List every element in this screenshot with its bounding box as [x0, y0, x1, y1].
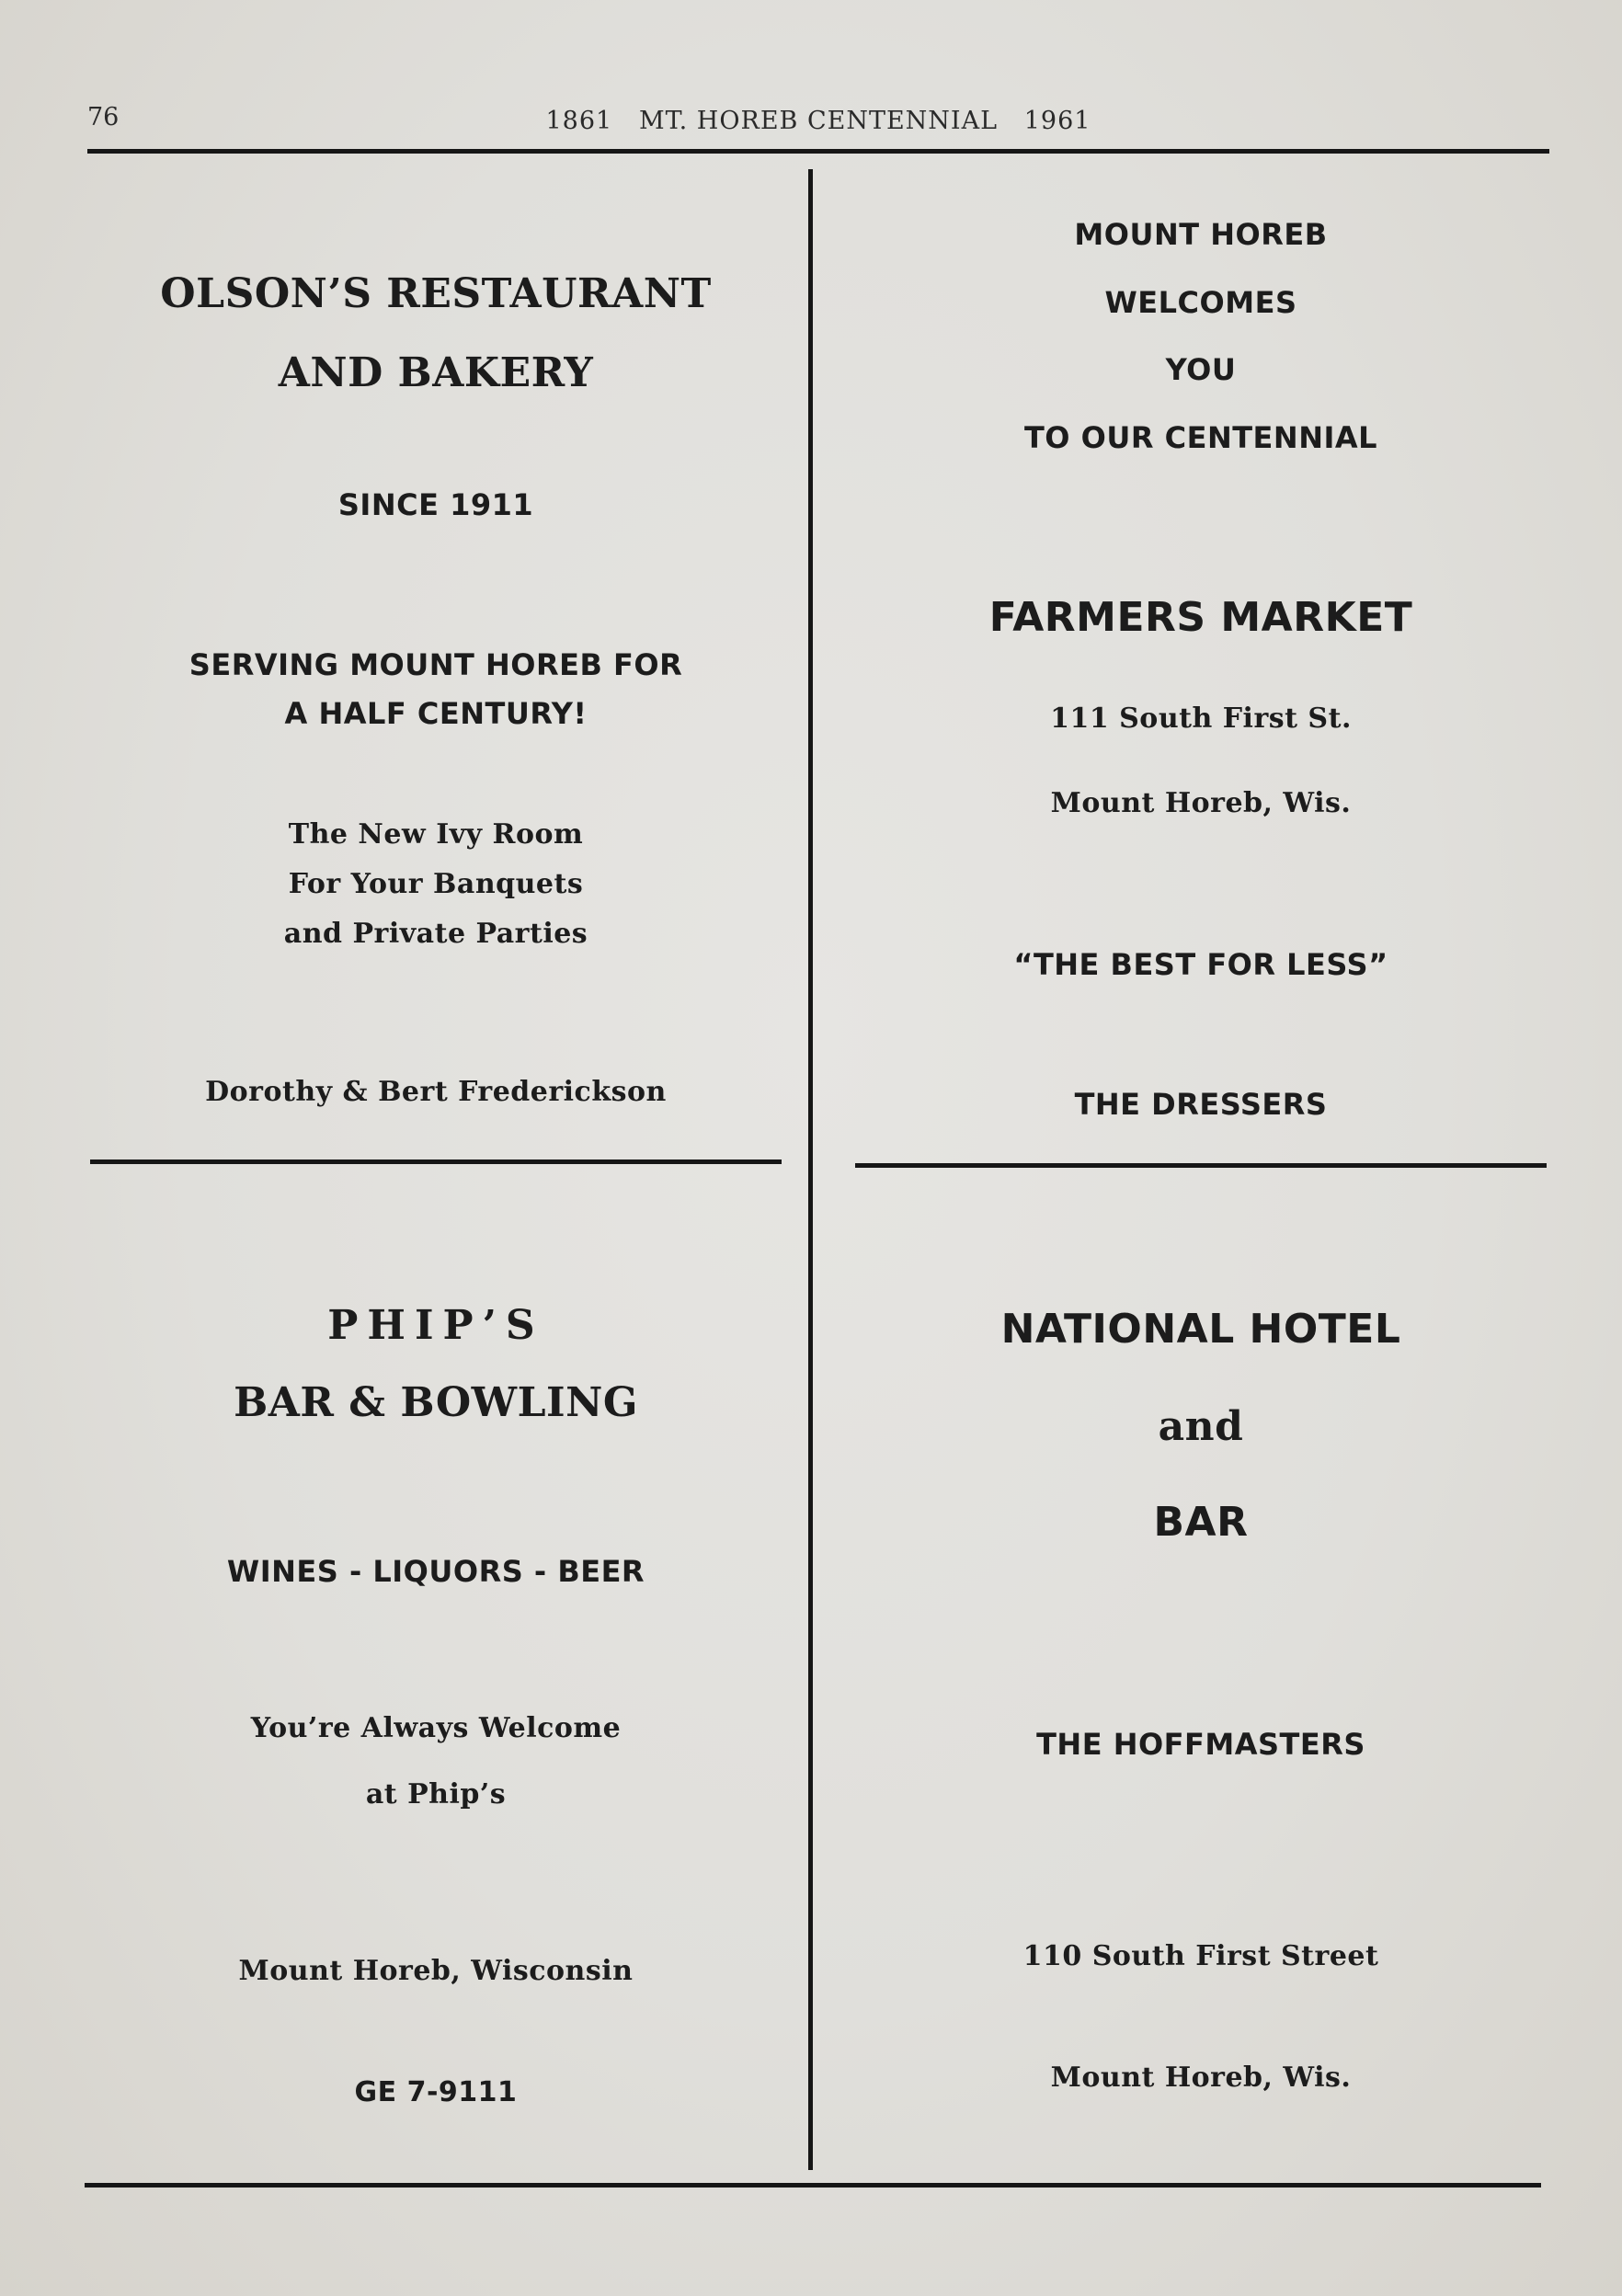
phips-name-line1: PHIP’S: [327, 1302, 544, 1349]
olsons-name-line1: OLSON’S RESTAURANT: [160, 270, 712, 317]
national-hotel-name-line3: BAR: [1153, 1499, 1249, 1546]
farmers-market-address: 111 South First St.: [1050, 703, 1352, 735]
olsons-name-line2: AND BAKERY: [278, 349, 594, 396]
phips-welcome2: at Phip’s: [365, 1778, 507, 1811]
welcome-line1: MOUNT HOREB: [1074, 217, 1328, 252]
center-divider: [808, 169, 813, 2170]
olsons-room1: The New Ivy Room: [288, 818, 584, 851]
olsons-ad: [90, 169, 782, 1153]
olsons-tagline1: SERVING MOUNT HOREB FOR: [188, 647, 683, 682]
national-hotel-name-line2: and: [1158, 1403, 1244, 1450]
national-hotel-owners: THE HOFFMASTERS: [1036, 1727, 1365, 1762]
welcome-line2: WELCOMES: [1104, 285, 1297, 320]
national-hotel-ad: [855, 1170, 1547, 2176]
farmers-market-ad: [855, 169, 1547, 1153]
farmers-market-name: FARMERS MARKET: [988, 594, 1413, 641]
right-mid-divider: [855, 1163, 1547, 1168]
phips-city: Mount Horeb, Wisconsin: [238, 1955, 634, 1987]
phips-welcome1: You’re Always Welcome: [250, 1712, 622, 1744]
national-hotel-city: Mount Horeb, Wis.: [1050, 2062, 1352, 2094]
national-hotel-name-line1: NATIONAL HOTEL: [1000, 1306, 1401, 1353]
farmers-market-owners: THE DRESSERS: [1074, 1087, 1328, 1122]
olsons-tagline2: A HALF CENTURY!: [284, 696, 588, 731]
olsons-room2: For Your Banquets: [288, 868, 584, 900]
olsons-owners: Dorothy & Bert Frederickson: [205, 1076, 667, 1108]
phips-products: WINES - LIQUORS - BEER: [226, 1554, 645, 1589]
phips-ad: [90, 1170, 782, 2176]
page-header: [87, 103, 1549, 140]
bottom-rule: [85, 2183, 1541, 2187]
page-number: 76: [87, 103, 120, 131]
farmers-market-city: Mount Horeb, Wis.: [1050, 787, 1352, 819]
national-hotel-address: 110 South First Street: [1022, 1940, 1379, 1972]
left-mid-divider: [90, 1159, 782, 1164]
olsons-room3: and Private Parties: [283, 918, 588, 950]
phips-name-line2: BAR & BOWLING: [234, 1379, 638, 1426]
phips-phone: GE 7-9111: [354, 2076, 518, 2108]
header-rule: [87, 149, 1549, 154]
farmers-market-slogan: “THE BEST FOR LESS”: [1013, 947, 1388, 982]
welcome-line3: YOU: [1165, 352, 1237, 387]
running-head: 1861 MT. HOREB CENTENNIAL 1961: [545, 107, 1091, 135]
olsons-since: SINCE 1911: [337, 487, 534, 522]
welcome-line4: TO OUR CENTENNIAL: [1023, 420, 1378, 455]
